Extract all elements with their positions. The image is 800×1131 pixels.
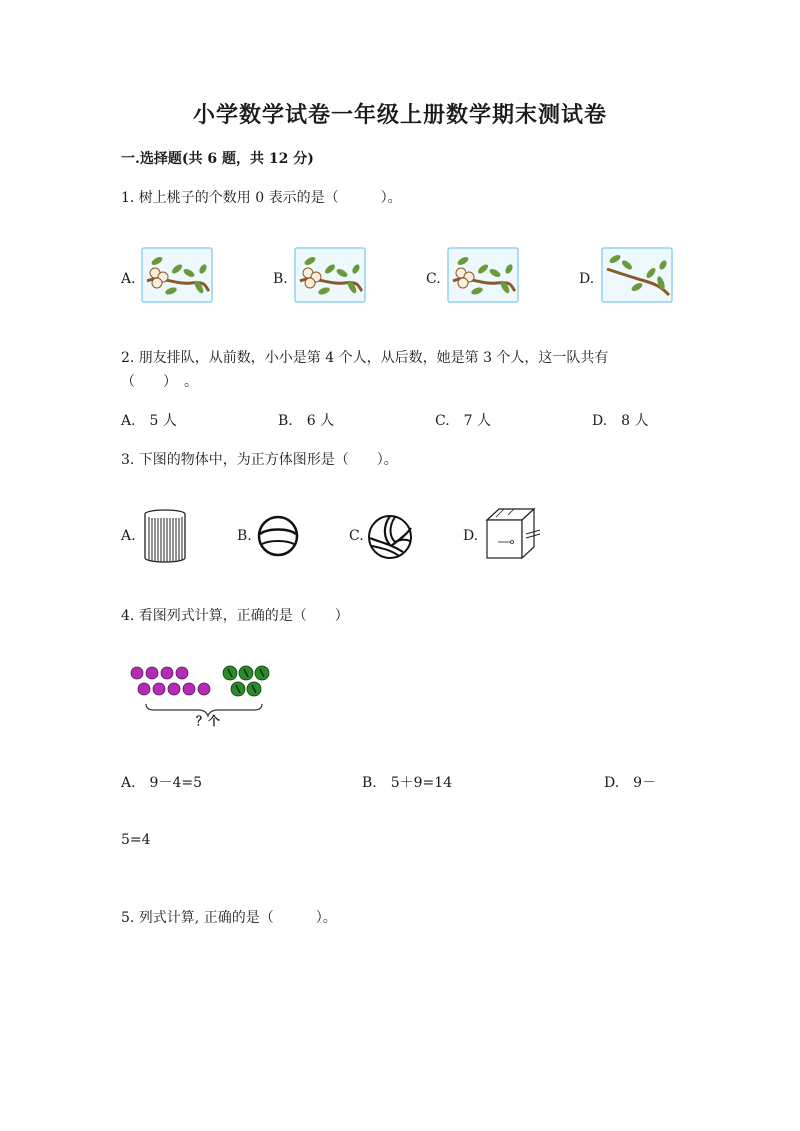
section-heading: 一.选择题(共 6 题，共 12 分) <box>121 151 314 167</box>
q2-option-a: A. 5 人 <box>121 413 177 429</box>
peach-branch-image-a <box>141 247 213 303</box>
cube-box-image <box>484 506 542 562</box>
peach-branch-image-b <box>294 247 366 303</box>
purple-balls <box>131 667 210 695</box>
q1-option-d-label: D. <box>579 271 595 287</box>
question-3: 3. 下图的物体中，为正方体图形是（ ）。 <box>121 452 398 468</box>
green-balls <box>223 666 269 696</box>
q4-option-b: B. 5＋9=14 <box>362 775 453 791</box>
q1-option-a-label: A. <box>121 271 136 287</box>
peach-branch-image-d <box>601 247 673 303</box>
question-2-line-2: （ ） 。 <box>121 374 198 390</box>
volleyball-image <box>367 514 413 560</box>
q4-option-a: A. 9－4=5 <box>121 775 203 791</box>
q2-option-c: C. 7 人 <box>435 413 492 429</box>
q3-option-b-label: B. <box>237 528 252 544</box>
question-1: 1. 树上桃子的个数用 0 表示的是（ ）。 <box>121 190 402 206</box>
ball-image <box>256 514 300 558</box>
q1-option-c-label: C. <box>426 271 441 287</box>
figure-question-label: ？个 <box>196 714 221 728</box>
page-title: 小学数学试卷一年级上册数学期末测试卷 <box>192 102 607 128</box>
q1-option-b-label: B. <box>273 271 288 287</box>
question-5: 5. 列式计算, 正确的是（ ）。 <box>121 910 337 926</box>
question-2-line-1: 2. 朋友排队，从前数，小小是第 4 个人，从后数，她是第 3 个人，这一队共有 <box>121 350 609 366</box>
q3-option-c-label: C. <box>349 528 364 544</box>
question-4: 4. 看图列式计算，正确的是（ ） <box>121 608 349 624</box>
peach-branch-image-c <box>447 247 519 303</box>
q3-option-a-label: A. <box>121 528 136 544</box>
q2-option-d: D. 8 人 <box>592 413 649 429</box>
q3-option-d-label: D. <box>463 528 479 544</box>
cylinder-image <box>143 508 187 564</box>
q4-option-d: D. 9－ <box>604 775 657 791</box>
q2-option-b: B. 6 人 <box>278 413 335 429</box>
q4-option-d-wrap: 5=4 <box>121 832 151 848</box>
